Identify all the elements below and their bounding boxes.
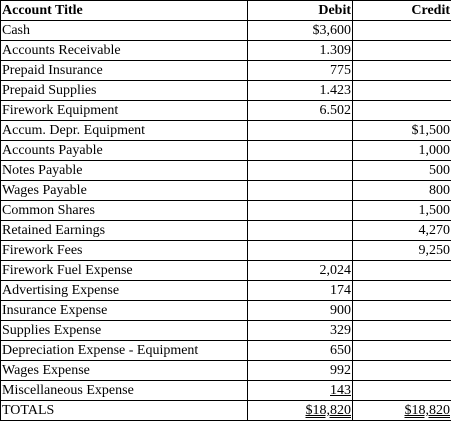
debit-cell: 174 [248, 281, 353, 301]
table-row [1, 181, 451, 201]
credit-cell [353, 41, 451, 61]
account-title-cell: Accounts Payable [1, 141, 248, 161]
credit-cell: 1,500 [353, 201, 451, 221]
table-row [1, 321, 451, 341]
credit-cell: 4,270 [353, 221, 451, 241]
totals-row [1, 401, 451, 421]
debit-cell [248, 201, 353, 221]
account-title-cell: Prepaid Supplies [1, 81, 248, 101]
totals-label: TOTALS [1, 401, 248, 421]
account-title-cell: Miscellaneous Expense [1, 381, 248, 401]
debit-cell: 992 [248, 361, 353, 381]
table-row [1, 201, 451, 221]
debit-cell: 2,024 [248, 261, 353, 281]
account-title-cell: Accum. Depr. Equipment [1, 121, 248, 141]
credit-cell: $1,500 [353, 121, 451, 141]
table-row [1, 141, 451, 161]
account-title-cell: Accounts Receivable [1, 41, 248, 61]
table-row [1, 381, 451, 401]
account-title-header: Account Title [1, 1, 248, 21]
account-title-cell: Firework Equipment [1, 101, 248, 121]
account-title-cell: Retained Earnings [1, 221, 248, 241]
debit-cell [248, 181, 353, 201]
credit-cell [353, 281, 451, 301]
account-title-cell: Supplies Expense [1, 321, 248, 341]
table-row [1, 301, 451, 321]
debit-header: Debit [248, 1, 353, 21]
total-credit-cell [353, 401, 451, 421]
debit-cell: 900 [248, 301, 353, 321]
credit-cell: 1,000 [353, 141, 451, 161]
credit-cell [353, 381, 451, 401]
credit-header: Credit [353, 1, 451, 21]
total-debit-cell [248, 401, 353, 421]
account-title-cell: Prepaid Insurance [1, 61, 248, 81]
debit-cell [248, 221, 353, 241]
debit-cell: 6.502 [248, 101, 353, 121]
credit-cell [353, 341, 451, 361]
table-row [1, 161, 451, 181]
debit-cell: 1.423 [248, 81, 353, 101]
total-debit-value: $18,820 [305, 403, 351, 418]
debit-cell: 775 [248, 61, 353, 81]
credit-cell [353, 301, 451, 321]
account-title-cell: Advertising Expense [1, 281, 248, 301]
account-title-cell: Wages Payable [1, 181, 248, 201]
table-row [1, 81, 451, 101]
debit-cell: $3,600 [248, 21, 353, 41]
credit-cell [353, 321, 451, 341]
debit-cell [248, 381, 353, 401]
debit-cell: 650 [248, 341, 353, 361]
debit-cell [248, 121, 353, 141]
header-row [1, 1, 451, 21]
account-title-cell: Cash [1, 21, 248, 41]
table-row [1, 121, 451, 141]
credit-cell: 9,250 [353, 241, 451, 261]
account-title-cell: Depreciation Expense - Equipment [1, 341, 248, 361]
credit-cell: 800 [353, 181, 451, 201]
account-title-cell: Firework Fuel Expense [1, 261, 248, 281]
account-title-cell: Notes Payable [1, 161, 248, 181]
table-row [1, 361, 451, 381]
credit-cell [353, 61, 451, 81]
table-row [1, 261, 451, 281]
debit-cell: 1.309 [248, 41, 353, 61]
table-row [1, 101, 451, 121]
table-row [1, 21, 451, 41]
debit-cell [248, 241, 353, 261]
table-row [1, 281, 451, 301]
table-row [1, 61, 451, 81]
debit-value: 143 [330, 383, 351, 398]
total-credit-value: $18,820 [404, 403, 450, 418]
credit-cell [353, 81, 451, 101]
account-title-cell: Firework Fees [1, 241, 248, 261]
table-row [1, 41, 451, 61]
credit-cell [353, 21, 451, 41]
account-title-cell: Insurance Expense [1, 301, 248, 321]
debit-cell [248, 141, 353, 161]
table-row [1, 341, 451, 361]
table-row [1, 241, 451, 261]
account-title-cell: Common Shares [1, 201, 248, 221]
debit-cell [248, 161, 353, 181]
credit-cell: 500 [353, 161, 451, 181]
debit-cell: 329 [248, 321, 353, 341]
credit-cell [353, 261, 451, 281]
credit-cell [353, 101, 451, 121]
table-row [1, 221, 451, 241]
credit-cell [353, 361, 451, 381]
account-title-cell: Wages Expense [1, 361, 248, 381]
